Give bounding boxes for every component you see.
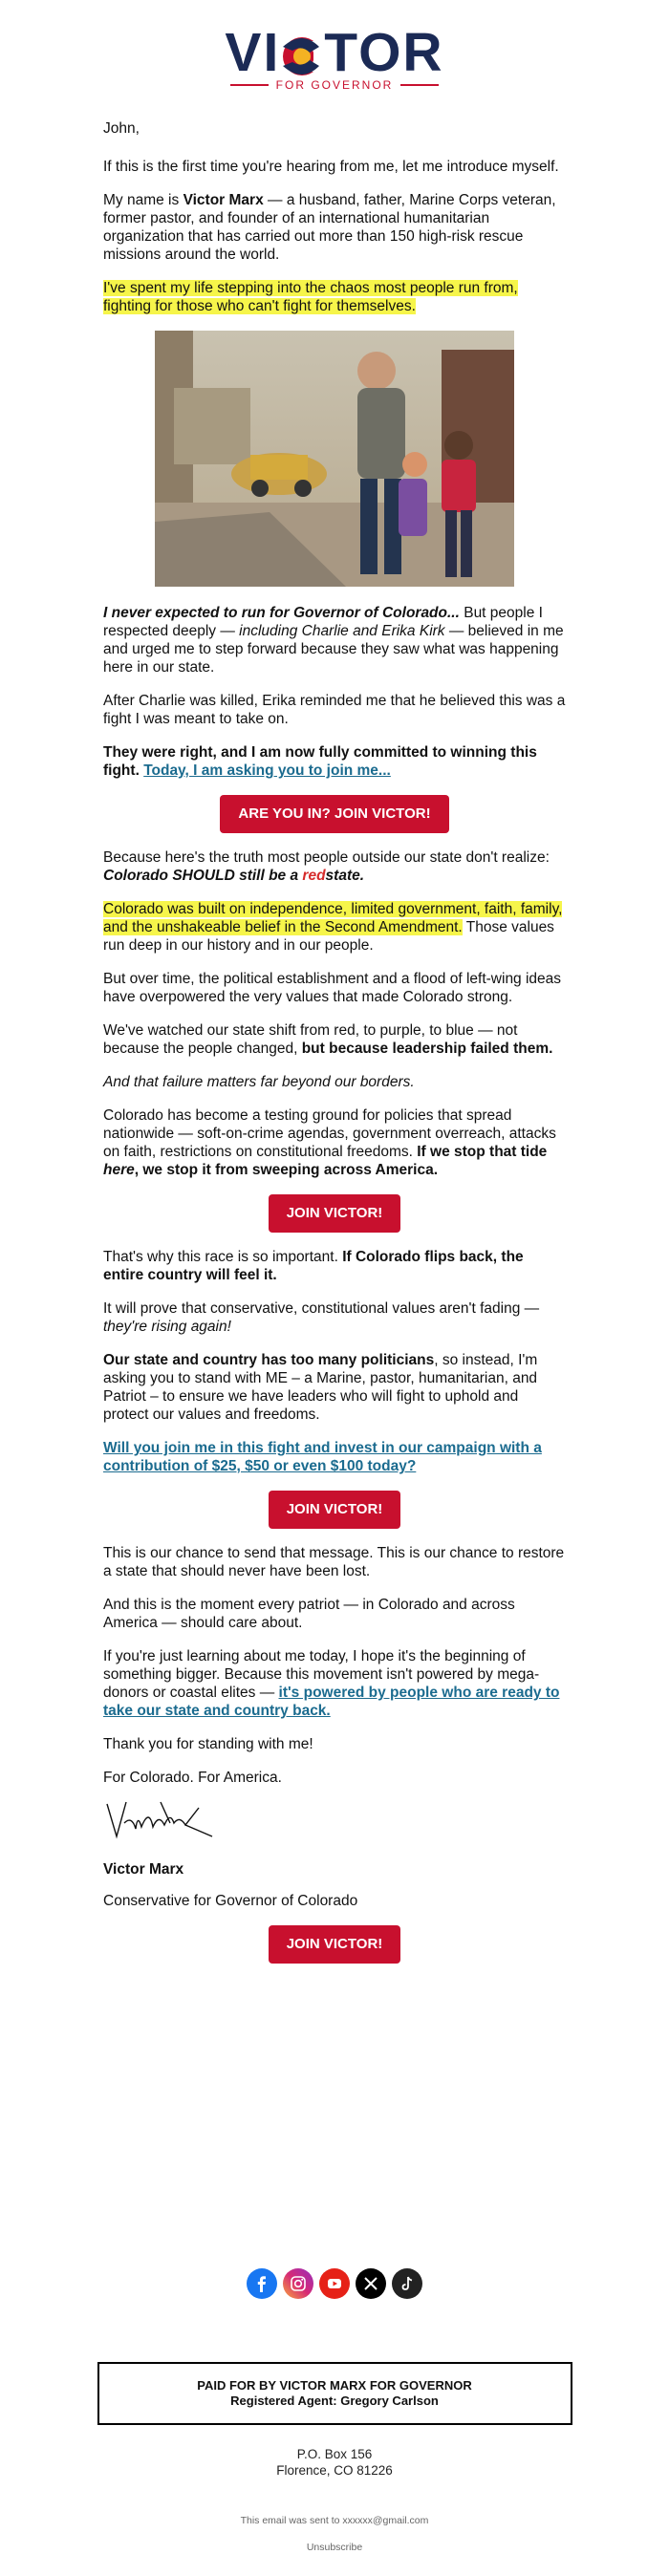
- cta-row-1: [103, 795, 566, 833]
- powered-by-people-link[interactable]: it's powered by people who are ready to take our state and country back.: [103, 1685, 560, 1719]
- overtime-paragraph: But over time, the political establishment and a flood of left-wing ideas have overpowered the very values that made Colorado strong.: [103, 971, 562, 1005]
- testing-ground-paragraph: [103, 1106, 566, 1179]
- testing-here: here: [103, 1162, 135, 1178]
- campaign-logo[interactable]: [103, 0, 566, 92]
- truth-bold-1: Colorado SHOULD still be a: [103, 868, 303, 884]
- join-victor-button-3[interactable]: JOIN VICTOR!: [269, 1925, 401, 1964]
- politicians-rest: , so instead, I'm asking you to stand with ME – a Marine, pastor, humanitarian, and Patriot – to ensure we have leaders who will fight to uphold and protect our values and freedoms.: [103, 1352, 538, 1423]
- paid-for-box: [97, 2362, 572, 2425]
- signer-name: [103, 1860, 566, 1878]
- signer-name-text: Victor Marx: [103, 1861, 184, 1878]
- values-paragraph: [103, 900, 566, 955]
- truth-paragraph: [103, 848, 566, 885]
- prove-pre: It will prove that conservative, constitutional values aren't fading —: [103, 1300, 540, 1317]
- logo-text-left: VI: [225, 22, 281, 83]
- youtube-icon[interactable]: [319, 2268, 350, 2299]
- signer-title: Conservative for Governor of Colorado: [103, 1893, 358, 1909]
- politicians-bold: Our state and country has too many politicians: [103, 1352, 435, 1368]
- mailing-address: [0, 2446, 669, 2479]
- logo-subtitle: FOR GOVERNOR: [275, 78, 394, 92]
- after-charlie-paragraph: After Charlie was killed, Erika reminded me that he believed this was a fight I was meant to take on.: [103, 693, 566, 727]
- bio-post: — a husband, father, Marine Corps veteran, former pastor, and founder of an international humanitarian organization that has carried out more than 150 high-risk rescue missions around the world.: [103, 192, 556, 263]
- colorado-c-logo-icon: [281, 32, 323, 74]
- truth-pre: Because here's the truth most people outside our state don't realize:: [103, 849, 550, 866]
- email-body: [103, 92, 566, 1964]
- greeting: John,: [103, 120, 140, 137]
- watched-bold: but because leadership failed them.: [301, 1041, 553, 1057]
- contribute-link[interactable]: Will you join me in this fight and invest in our campaign with a contribution of $25, $50 or even $100 today?: [103, 1440, 542, 1474]
- footer: [0, 2362, 669, 2553]
- truth-red-word: red: [302, 868, 326, 884]
- signature-image: [103, 1794, 218, 1852]
- rescue-photo: [155, 331, 514, 587]
- logo-text-right: TOR: [324, 22, 444, 83]
- prove-paragraph: [103, 1299, 566, 1336]
- thanks-paragraph: Thank you for standing with me!: [103, 1736, 313, 1752]
- truth-bold-2: state.: [325, 868, 365, 884]
- for-colorado-paragraph: For Colorado. For America.: [103, 1770, 282, 1786]
- instagram-icon[interactable]: [283, 2268, 313, 2299]
- politicians-paragraph: [103, 1351, 566, 1424]
- learning-pre: If you're just learning about me today, I hope it's the beginning of something bigger. Because this movement isn't powered by mega-donors or coastal elites —: [103, 1648, 540, 1701]
- watched-pre: We've watched our state shift from red, to purple, to blue — not because the people changed,: [103, 1022, 518, 1057]
- join-victor-button-1[interactable]: JOIN VICTOR!: [269, 1194, 401, 1233]
- logo-subtitle-row: [103, 78, 566, 92]
- logo-divider-right: [400, 84, 439, 86]
- facebook-icon[interactable]: [247, 2268, 277, 2299]
- paid-for-text: PAID FOR BY VICTOR MARX FOR GOVERNOR: [197, 2378, 472, 2393]
- cta-row-4: [103, 1925, 566, 1964]
- tiktok-icon[interactable]: [392, 2268, 422, 2299]
- cta-row-2: [103, 1194, 566, 1233]
- committed-bold: They were right, and I am now fully committed to winning this fight.: [103, 744, 537, 779]
- x-icon[interactable]: [356, 2268, 386, 2299]
- contribute-paragraph: [103, 1439, 566, 1475]
- logo-divider-left: [230, 84, 269, 86]
- unsubscribe-link[interactable]: Unsubscribe: [306, 2542, 363, 2553]
- testing-bold-2: , we stop it from sweeping across America.: [134, 1162, 439, 1178]
- learning-paragraph: [103, 1647, 566, 1720]
- never-expected-lead: I never expected to run for Governor of Colorado...: [103, 605, 460, 621]
- join-victor-button-2[interactable]: JOIN VICTOR!: [269, 1491, 401, 1529]
- watched-paragraph: [103, 1021, 566, 1058]
- highlight-text-2: Colorado was built on independence, limited government, faith, family, and the unshakeable belief in the Second Amendment.: [103, 901, 563, 935]
- bio-name: Victor Marx: [183, 192, 264, 208]
- testing-bold-1: If we stop that tide: [417, 1144, 548, 1160]
- are-you-in-button[interactable]: ARE YOU IN? JOIN VICTOR!: [220, 795, 448, 833]
- never-expected-end: — believed in me and urged me to step forward because they saw what was happening here in our state.: [103, 623, 564, 676]
- address-line-1: P.O. Box 156: [296, 2447, 373, 2461]
- cta-row-3: [103, 1491, 566, 1529]
- email-container: [103, 0, 566, 1964]
- moment-paragraph: And this is the moment every patriot — in Colorado and across America — should care about.: [103, 1597, 515, 1631]
- failure-paragraph: [103, 1073, 566, 1091]
- social-links: [0, 2268, 669, 2299]
- intro-paragraph: If this is the first time you're hearing from me, let me introduce myself.: [103, 159, 559, 175]
- committed-paragraph: [103, 743, 566, 780]
- never-expected-paragraph: [103, 604, 566, 676]
- address-line-2: Florence, CO 81226: [276, 2463, 393, 2478]
- failure-italic: And that failure matters far beyond our borders.: [103, 1074, 415, 1090]
- join-me-link[interactable]: Today, I am asking you to join me...: [143, 762, 391, 779]
- never-expected-mid: But people I respected deeply —: [103, 605, 543, 639]
- why-bold: If Colorado flips back, the entire country will feel it.: [103, 1249, 524, 1283]
- logo-wordmark: [225, 22, 444, 83]
- testing-pre: Colorado has become a testing ground for policies that spread nationwide — soft-on-crime agendas, government overreach, attacks on faith, restrictions on constitutional freedoms.: [103, 1107, 556, 1160]
- highlight-paragraph-1: [103, 279, 566, 315]
- sent-to-text: This email was sent to xxxxxx@gmail.com: [240, 2515, 429, 2526]
- why-pre: That's why this race is so important.: [103, 1249, 343, 1265]
- chance-paragraph: This is our chance to send that message. This is our chance to restore a state that should never have been lost.: [103, 1545, 565, 1579]
- highlight-text-1: I've spent my life stepping into the chaos most people run from, fighting for those who can't fight for themselves.: [103, 280, 518, 314]
- bio-pre: My name is: [103, 192, 183, 208]
- why-important-paragraph: [103, 1248, 566, 1284]
- values-text: Those values run deep in our history and in our people.: [103, 919, 554, 954]
- kirk-mention: including Charlie and Erika Kirk: [239, 623, 445, 639]
- prove-italic: they're rising again!: [103, 1319, 231, 1335]
- registered-agent-text: Registered Agent: Gregory Carlson: [230, 2394, 439, 2408]
- bio-paragraph: [103, 191, 566, 264]
